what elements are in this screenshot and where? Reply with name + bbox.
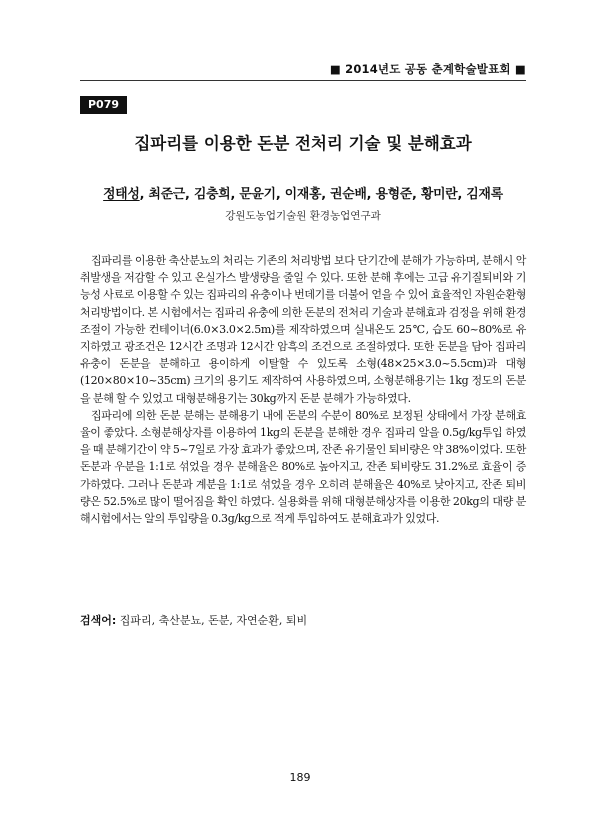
session-code-badge: P079 [80, 96, 127, 114]
page-number: 189 [289, 771, 311, 784]
abstract-body [80, 252, 526, 527]
header-rule [80, 80, 526, 81]
affiliation: 강원도농업기술원 환경농업연구과 [225, 210, 381, 222]
keywords-value: 집파리, 축산분뇨, 돈분, 자연순환, 퇴비 [119, 614, 308, 627]
author-list [60, 183, 546, 202]
co-authors: , 최준근, 김충희, 문윤기, 이재홍, 권순배, 용형준, 황미란, 김재록 [139, 187, 503, 202]
running-header: ■ 2014년도 공동 춘계학술발표회 ■ [329, 62, 526, 76]
abstract-paragraph-1: 집파리를 이용한 축산분뇨의 처리는 기존의 처리방법 보다 단기간에 분해가 가능하며, 분해시 악취발생을 저감할 수 있고 온실가스 발생량을 줄일 수 있다. 또한 분해 후에는 고급 유기질퇴비와 기능성 사료로 이용할 수 있는 집파리의 유충이나 번데기를 더불어 얻을 수 있어 효율적인 자원순환형 처리방법이다. 본 시험에서는 집파리 유충에 의한 돈분의 전처리 기술과 분해효과 검정을 위해 환경조절이 가능한 컨테이너(6.0×3.0×2.5m)를 제작하였으며 실내온도 25℃, 습도 60~80%로 유지하였고 광조건은 12시간 조명과 12시간 암흑의 조건으로 조절하였다. 또한 돈분을 담아 집파리 유충이 돈분을 분해하고 용이하게 이탈할 수 있도록 소형(48×25×3.0~5.5cm)과 대형(120×80×10~35cm) 크기의 용기도 제작하여 사용하였으며, 소형분해용기는 1kg 정도의 돈분을 분해 할 수 있었고 대형분해용기는 30kg까지 돈분 분해가 가능하였다. [80, 254, 526, 405]
abstract-paragraph-2: 집파리에 의한 돈분 분해는 분해용기 내에 돈분의 수분이 80%로 보정된 상태에서 가장 분해효율이 좋았다. 소형분해상자를 이용하여 1kg의 돈분을 분해한 경우 집파리 알을 0.5g/kg투입 하였을 때 분해기간이 약 5~7일로 가장 효과가 좋았으며, 잔존 유기물인 퇴비량은 약 38%이었다. 또한 돈분과 우분을 1:1로 섞었을 경우 분해율은 80%로 높아지고, 잔존 퇴비량도 31.2%로 효율이 증가하였다. 그러나 돈분과 계분을 1:1로 섞었을 경우 오히려 분해율은 40%로 낮아지고, 잔존 퇴비량은 52.5%로 많이 떨어짐을 확인 하였다. 실용화를 위해 대형분해상자를 이용한 20kg의 대량 분해시험에서는 알의 투입량을 0.3g/kg으로 적게 투입하여도 분해효과가 있었다. [80, 408, 526, 526]
paper-title: 집파리를 이용한 돈분 전처리 기술 및 분해효과 [134, 134, 472, 153]
keywords-label: 검색어: [80, 614, 117, 627]
presenting-author: 정태성 [103, 187, 140, 202]
keywords [80, 612, 526, 629]
